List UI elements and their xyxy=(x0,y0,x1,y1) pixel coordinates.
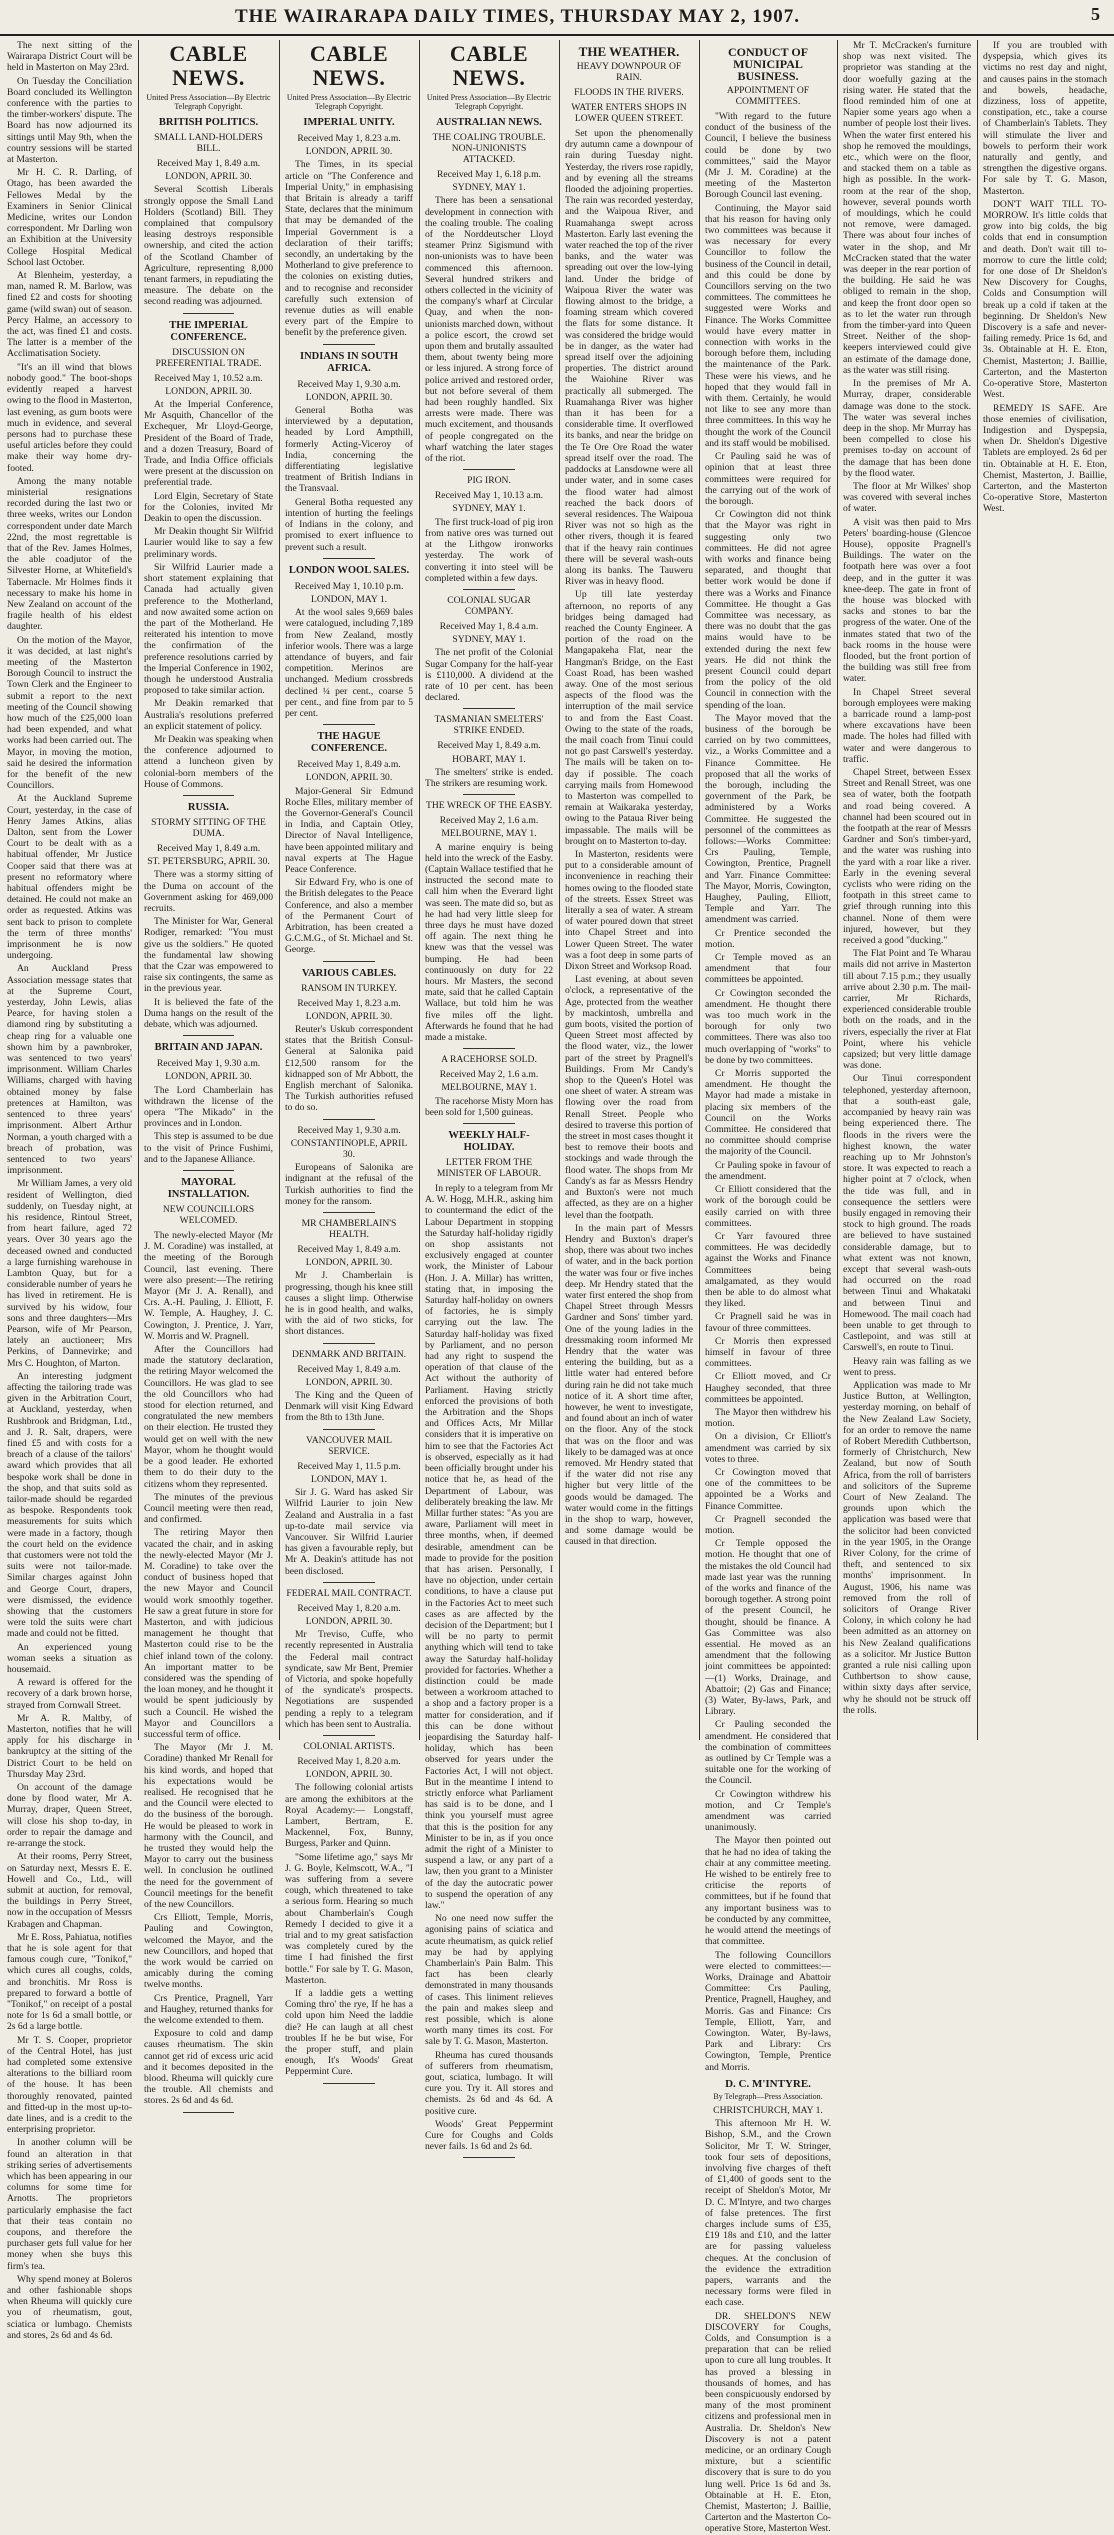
news-paragraph: Woods' Great Peppermint Cure for Coughs and Colds never fails. 1s 6d and 2s 6d. xyxy=(425,2118,553,2153)
news-paragraph: A reward is offered for the recovery of a dark brown horse, strayed from Cornwall Street. xyxy=(7,1677,132,1711)
column-continuation xyxy=(838,40,976,1740)
news-paragraph: In Chapel Street several borough employees were making a barricade round a lamp-post where excavations have been made. The holes had filled with water and were dangerous to traffic. xyxy=(843,686,971,765)
news-paragraph: Europeans of Salonika are indignant at the refusal of the Turkish authorities to find the money for the ransom. xyxy=(285,1162,413,1207)
news-paragraph: Cr Morris then expressed himself in favour of three committees. xyxy=(705,1335,831,1370)
received-time: Received May 1, 8.49 a.m. xyxy=(156,158,261,169)
dateline: LONDON, APRIL 30. xyxy=(305,1010,393,1022)
news-paragraph: Cr Cowington did not think that the Mayor was right in suggesting only two committees. He did not agree with works and finance being separated, and thought that better work would be done if there was a Works and Finance Committee. He thought a Gas Committee was necessary, as there was no doubt that the gas mains would have to be extended during the next few years. He did not think the present Council could depart from the policy of the old Council in connection with the spending of the loan. xyxy=(705,509,831,711)
news-paragraph: At the Imperial Conference, Mr Asquith, Chancellor of the Exchequer, Mr Lloyd-George, President of the Board of Trade, and a dozen Treasury, Board of Trade, and India Office officials were present at the discussion on preferential trade. xyxy=(144,399,273,489)
received-time: Received May 1, 8.49 a.m. xyxy=(437,740,541,752)
dateline: CONSTANTINOPLE, APRIL 30. xyxy=(290,1137,408,1161)
section-subtitle: PIG IRON. xyxy=(467,475,511,487)
news-paragraph: Why spend money at Boleros and other fashionable shops when Rheuma will quickly cure you of rheumatism, gout, sciatica or lumbago. Chemists and stores, 2s 6d and 4s 6d. xyxy=(7,2273,132,2341)
news-paragraph: An experienced young woman seeks a situation as housemaid. xyxy=(7,1641,132,1676)
section-divider xyxy=(323,558,374,559)
section-subtitle: COLONIAL ARTISTS. xyxy=(303,1740,395,1752)
news-paragraph: Sir Wilfrid Laurier made a short statement explaining that Canada had actually given preference to the Motherland, and now awaited some action on the part of the Motherland. He reiterated his intention to move the confirmation of the preference resolutions carried by the Imperial Conference in 1902, though he understood Australia proposed to take similar action. xyxy=(144,561,273,697)
news-paragraph: There has been a sensational development in connection with the coaling trouble. The coaling of the Norddeutscher Lloyd steamer Prinz Sigismund with non-unionists was to have been commenced this afternoon. Several hundred strikers and others collected in the vicinity of the company's wharf at Circular Quay, and when the non-unionists marched down, without a police escort, the crowd set upon them and brutally assaulted them, about twenty being more or less injured. A strong force of police arrived and restored order, but not before several of them had been roughly handled. Six arrests were made. There was much excitement, and thousands of people congregated on the wharf watching the later stages of the riot. xyxy=(425,195,553,465)
received-time: Received May 1, 11.5 p.m. xyxy=(297,1460,401,1472)
section-title: RUSSIA. xyxy=(187,801,230,813)
section-subtitle: NEW COUNCILLORS WELCOMED. xyxy=(162,1204,255,1227)
news-paragraph: Up till late yesterday afternoon, no reports of any bridges being damaged had reached the County Engineer. A portion of the road on the Mangapakeha Flat, near the Hangman's Bridge, on the East Coast Road, has been washed away. One of the most serious aspects of the flood was the interruption of the mail service to and from the East Coast. Owing to the state of the roads, the mail coach from Tinui could not go past Carswell's yesterday. The mails will be taken on to-day if possible. The coach carrying mails from Homewood to Masterton was compelled to remain at Waikaraka yesterday, owing to the Pataua River being impassable. The mails will be brought on to Masterton to-day. xyxy=(565,589,693,847)
news-paragraph: The Lord Chamberlain has withdrawn the license of the opera "The Mikado" in the provinces and in London. xyxy=(144,1084,273,1130)
news-paragraph: The following colonial artists are among the exhibitors at the Royal Academy:— Longstaff, Lambert, Bertram, E. Mackennel, Fox, Bunny, Burgess, Parker and Quinn. xyxy=(285,1782,413,1850)
news-paragraph: An Auckland Press Association message states that at the Supreme Court, yesterday, John Lewis, alias Pearce, for having stolen a diamond ring by substituting a cheap ring for a valuable one shown him by a pawnbroker, was sentenced to two years' imprisonment. William Charles Williams, charged with having obtained money by false pretences at Hamilton, was sentenced to three years' imprisonment. Albert Arthur Norman, a youth charged with a breach of probation, was sentenced to two years' imprisonment. xyxy=(7,963,132,1177)
news-paragraph: At their rooms, Perry Street, on Saturday next, Messrs E. E. Howell and Co., Ltd., will submit at auction, for removal, the buildings in Perry Street, now in the occupation of Messrs Krabagen and Chapman. xyxy=(7,1851,132,1930)
section-subtitle: THE COALING TROUBLE. NON-UNIONISTS ATTACKED. xyxy=(432,132,546,165)
column-heading: CABLE NEWS. xyxy=(449,41,529,90)
news-paragraph: On the motion of the Mayor, it was decided, at last night's meeting of the Masterton Borough Council to instruct the Town Clerk and the Engineer to submit a report to the next meeting of the Council showing how much of the £25,000 loan had been expended, and what works had been carried out. The Mayor, in moving the motion, said he desired the information for the benefit of the new Councillors. xyxy=(7,634,132,792)
section-subheading: HEAVY DOWNPOUR OF RAIN. xyxy=(576,61,682,83)
column-continuation xyxy=(978,40,1112,1740)
news-paragraph: "Some lifetime ago," says Mr J. G. Boyle, Kelmscott, W.A., "I was suffering from a severe cough, which threatened to take a serious form. Hearing so much about Chamberlain's Cough Remedy I decided to give it a trial and to my great satisfaction was completely cured by the time I had finished the first bottle." For sale by T. G. Mason, Masterton. xyxy=(285,1851,413,1986)
received-time: Received May 1, 8.20 a.m. xyxy=(297,1602,401,1614)
dateline: MELBOURNE, MAY 1. xyxy=(441,1082,537,1094)
dateline: LONDON, MAY 1. xyxy=(310,1473,388,1485)
news-paragraph: It is believed the fate of the Duma hangs on the result of the debate, which was adjourned. xyxy=(144,996,273,1030)
column-municipal-business xyxy=(700,40,836,2535)
news-paragraph: On a division, Cr Elliott's amendment was carried by six votes to three. xyxy=(705,1431,831,1465)
received-time: Received May 1, 8.49 a.m. xyxy=(156,842,261,854)
dateline: HOBART, MAY 1. xyxy=(452,753,526,765)
news-paragraph: The floor at Mr Wilkes' shop was covered with several inches of water. xyxy=(843,480,971,515)
section-subtitle: VANCOUVER MAIL SERVICE. xyxy=(306,1434,392,1457)
news-paragraph: DR. SHELDON'S NEW DISCOVERY for Coughs, Colds, and Consumption is a preparation that can be relied upon to cure all lung troubles. It has proved a blessing in thousands of homes, and has been conspicuously endorsed by many of the most prominent citizens and professional men in Australia. Dr. Sheldon's New Discovery is not a patent medicine, or an ordinary Cough mixture, but a scientific discovery that is sure to do you lung well. Price 1s 6d and 3s. Obtainable at H. E. Eton, Chemist, Masterton; J. Baillie, Carterton and the Masterton Co-operative Store, Masterton West. xyxy=(705,2310,831,2535)
news-paragraph: Cr Temple opposed the motion. He thought that one of the mistakes the old Council had made last year was the running of the works and finance of the borough together. A strong point of the present Council, he thought, should be finance. A Gas Committee was also essential. He moved as an amendment that the following joint committees be appointed:—(1) Works, Drainage, and Abattoir; (2) Gas and Finance; (3) Water, By-laws, Park, and Library. xyxy=(705,1538,831,1718)
column-local-news xyxy=(2,40,137,2341)
column-cable-news-1 xyxy=(139,40,278,2107)
section-title: THE HAGUE CONFERENCE. xyxy=(310,731,388,755)
section-title: LONDON WOOL SALES. xyxy=(288,564,410,576)
received-time: Received May 1, 8.49 a.m. xyxy=(297,1363,401,1375)
section-divider xyxy=(323,344,374,345)
news-paragraph: Cr Pauling said he was of opinion that at least three committees were required for the carrying out of the work of the borough. xyxy=(705,451,831,507)
column-heading: CABLE NEWS. xyxy=(309,41,389,90)
received-time: Received May 2, 1.6 a.m. xyxy=(439,1069,539,1081)
newspaper-title: THE WAIRARAPA DAILY TIMES, THURSDAY MAY 2, 1907. xyxy=(235,6,800,27)
section-divider xyxy=(323,1343,374,1344)
news-paragraph: General Botha requested any intention of hurting the feelings of Indians in the colony, and promised to exert influence to prevent such a result. xyxy=(285,496,413,553)
news-paragraph: Sir J. G. Ward has asked Sir Wilfrid Laurier to join New Zealand and Australia in a fast up-to-date mail service via Vancouver. Sir Wilfrid Laurier has given a favourable reply, but Mr A. Deakin's attitude has not been disclosed. xyxy=(285,1487,413,1577)
received-time: Received May 1, 8.4 a.m. xyxy=(439,620,539,632)
dateline: LONDON, APRIL 30. xyxy=(305,391,393,403)
news-paragraph: Sir Edward Fry, who is one of the British delegates to the Peace Conference, and also a member of the Permanent Court of Arbitration, has been created a G.C.M.G., of St. Michael and St. George. xyxy=(285,877,413,956)
news-paragraph: No one need now suffer the agonising pains of sciatica and acute rheumatism, as quick relief may be had by applying Chamberlain's Pain Balm. This fact has been clearly demonstrated in many thousands of cases. This liniment relieves the pain and makes sleep and rest possible, which is alone worth many times its cost. For sale by T. G. Mason, Masterton. xyxy=(425,1913,553,2048)
news-paragraph: Cr Pragnell seconded the motion. xyxy=(705,1513,831,1536)
section-divider xyxy=(463,794,514,795)
section-title: BRITAIN AND JAPAN. xyxy=(154,1042,263,1054)
news-paragraph: Cr Pauling spoke in favour of the amendment. xyxy=(705,1159,831,1182)
received-time: Received May 1, 10.52 a.m. xyxy=(154,372,263,384)
news-paragraph: DON'T WAIT TILL TO-MORROW. It's little colds that grow into big colds, the big colds that end in consumption and death. Don't wait till to-morrow to cure the little cold; for one dose of Dr Sheldon's New Discovery for Coughs, Colds and Consumption will break up a cold if taken at the beginning. Dr Sheldon's New Discovery is a safe and never-failing remedy. Price 1s 6d, and 3s. Obtainable at H. E. Eton, Chemist, Masterton; J. Baillie, Carterton, and the Masterton Co-operative Store, Masterton West. xyxy=(983,198,1107,401)
news-paragraph: The net profit of the Colonial Sugar Company for the half-year is £110,000. A dividend at the rate of 10 per cent. has been declared. xyxy=(425,647,553,704)
news-paragraph: An interesting judgment affecting the tailoring trade was given in the Arbitration Court, at Auckland, yesterday, when Rushbrook and Bridgman, Ltd., and J. R. Salt, drapers, were fined £5 and with costs for a breach of a clause of the tailors' award which provides that all bespoke work shall be done in the shop, and that suits sold as tailor-made should be regarded as bespoke. Respondents took measurements for suits which were made in a factory, though the court held on the evidence that customers were not told the suits were not tailor-made. Similar charges against John and George Court, drapers, were dismissed, the evidence showing that the customers were told the suits were chart made and could not be fitted. xyxy=(7,1370,132,1640)
section-subheading: WATER ENTERS SHOPS IN LOWER QUEEN STREET. xyxy=(571,102,687,124)
news-paragraph: The newly-elected Mayor (Mr J. M. Coradine) was installed, at the meeting of the Borough Council, last evening. There were also present:—The retiring Mayor (Mr J. A. Renall), and Crs. A.-H. Pauling, J. Elliott, F. W. Temple, A. Haughey, J. C. Cowington, J. Prentice, J. Yarr, W. Morris and W. Pragnell. xyxy=(144,1230,273,1342)
column-cable-news-2 xyxy=(280,40,418,2078)
dateline: CHRISTCHURCH, MAY 1. xyxy=(713,2104,823,2116)
news-paragraph: The Mayor (Mr J. M. Coradine) thanked Mr Renall for his kind words, and hoped that his expectations would be realised. He recognised that he and the Council were elected to do the business of the borough. He would be pleased to work in harmony with the Council, and he trusted they would help the Mayor to carry out the business well. In conclusion he outlined the need for the government of Council meetings for the benefit of the new Councillors. xyxy=(144,1742,273,1911)
section-title: AUSTRALIAN NEWS. xyxy=(436,117,542,128)
dateline: LONDON, APRIL 30. xyxy=(305,1769,393,1781)
received-time: Received May 2, 1.6 a.m. xyxy=(439,815,539,827)
news-paragraph: Cr Elliott moved, and Cr Haughey seconded, that three committees be appointed. xyxy=(705,1371,831,1405)
news-paragraph: Mr Treviso, Cuffe, who recently represented in Australia the Federal mail contract syndicate, saw Mr Bent, Premier of Victoria, and spoke hopefully of the syndicate's prospects. Negotiations are suspended pending a reply to a telegram which has been sent to Australia. xyxy=(285,1629,413,1730)
news-paragraph: On account of the damage done by flood water, Mr A. Murray, draper, Queen Street, will close his shop to-day, in order to repair the damage and re-arrange the stock. xyxy=(7,1782,132,1850)
section-divider xyxy=(183,795,235,796)
news-paragraph: Major-General Sir Edmund Roche Elles, military member of the Governor-General's Council in India, and Captain Otley, Director of Naval Intelligence, have been appointed military and naval experts at The Hague Peace Conference. xyxy=(285,785,413,875)
dateline: LONDON, APRIL 30. xyxy=(165,171,252,183)
section-divider xyxy=(183,1170,235,1171)
section-subtitle: SMALL LAND-HOLDERS BILL. xyxy=(154,132,263,154)
section-subtitle: MR CHAMBERLAIN'S HEALTH. xyxy=(301,1218,397,1241)
news-paragraph: Several Scottish Liberals strongly oppose the Small Land Holders (Scotland) Bill. They complained that compulsory leasing destroys responsible ownership, and cited the action of the Scotland Chamber of Agriculture, representing 8,000 tenant farmers, in repudiating the measure. The debate on the second reading was adjourned. xyxy=(144,184,273,308)
news-paragraph: After the Councillors had made the statutory declaration, the retiring Mayor welcomed the Councillors. He was glad to see the old Councillors who had stood for election returned, and congratulated the new members on their election. He trusted they would get on well with the new Mayor, whom he thought would be a good leader. He exhorted them to do their duty to the citizens whom they represented. xyxy=(144,1344,273,1490)
news-paragraph: In another column will be found an alteration in that striking series of advertisements which has been appearing in our columns for some time for Arnotts. The proprietors particularly emphasise the fact that their teas contain no coupons, and therefore the purchaser gets full value for her money when she buys this firm's tea. xyxy=(7,2137,132,2272)
column-heading: CABLE NEWS. xyxy=(169,41,248,90)
section-subheading: APPOINTMENT OF COMMITTEES. xyxy=(726,85,810,107)
news-paragraph: This afternoon Mr H. W. Bishop, S.M., and the Crown Solicitor, Mr T. W. Stringer, took four sets of depositions, involving five charges of theft of £1,400 of goods sent to the receipt of Sheldon's Motor, Mr D. C. M'Intyre, and two charges of false pretences. The first charges include sums of £35, £19 18s and £10, and the latter are for passing valueless cheques. At the conclusion of the evidence the extradition papers, warrants and the necessary forms were filed in each case. xyxy=(705,2118,831,2309)
news-paragraph: Set upon the phenomenally dry autumn came a downpour of rain during Tuesday night. Yesterday, the rivers rose rapidly, and by evening all the streams flooded the adjoining properties. The rain was recorded yesterday, and the Waipoua River, and Ruamahanga swept across Masterton. Early last evening the water reached the top of the river banks, and the water was spreading out over the low-lying land. Under the bridge of Waipoua River the water was flowing almost to the bridge, a foaming stream which covered the flats for some distance. It was considered the bridge would be in danger, as the water had spread itself over the adjoining properties. The district around the Waiohine River was practically all submerged. The Ruamahanga River was higher than it has been for a considerable time. It overflowed its banks, and near the bridge on the Te Ore Ore Road the water spread itself over the road. The paddocks at Lansdowne were all under water, and in some cases the flood water had almost reached the back doors of several residences. The Waipoua River was not so high as the other rivers, though it is feared that if the heavy rain continues there will be several wash-outs along its banks. The Tauweru River was in heavy flood. xyxy=(565,128,693,588)
news-paragraph: The Times, in its special article on "The Conference and Imperial Unity," in emphasising that Britain is already a tariff State, declares that the minimum that may be demanded of the Imperial Government is a declaration of their tariffs; secondly, an undertaking by the Motherland to give preference to the colonies on existing duties, and to recognise and reconsider carefully such extension of revenue duties as will enable every part of the Empire to benefit by the preference given. xyxy=(285,159,413,339)
section-title: IMPERIAL UNITY. xyxy=(303,117,395,128)
news-paragraph: If you are troubled with dyspepsia, which gives its victims no rest day and night, and causes pains in the stomach and bowels, headache, dizziness, loss of appetite, constipation, etc., take a course of Chamberlain's Tablets. They will stimulate the liver and bowels to perform their work naturally and gently, and strengthen the digestive organs. For sale by T. G. Mason, Masterton. xyxy=(983,40,1107,197)
news-paragraph: At the wool sales 9,669 bales were catalogued, including 7,189 from New Zealand, mostly inferior wools. There was a large attendance of buyers, and fair competition. Merinos are unchanged. Medium crossbreds declined ¼ per cent., coarse 5 per cent., and fine from par to 5 per cent. xyxy=(285,607,413,719)
dateline: LONDON, APRIL 30. xyxy=(305,772,393,784)
news-paragraph: Cr Temple moved as an amendment that four committees be appointed. xyxy=(705,952,831,986)
section-divider xyxy=(183,2112,235,2113)
news-paragraph: Exposure to cold and damp causes rheumatism. The skin cannot get rid of excess uric acid and it becomes deposited in the blood. Rheuma will quickly cure the trouble. All chemists and stores. 2s 6d and 4s 6d. xyxy=(144,2028,273,2107)
news-paragraph: The Mayor then withdrew his motion. xyxy=(705,1406,831,1430)
section-divider xyxy=(323,961,374,962)
section-subtitle: A RACEHORSE SOLD. xyxy=(441,1054,537,1066)
section-divider xyxy=(183,1035,235,1036)
news-paragraph: General Botha was interviewed by a deputation, headed by Lord Ampthill, formerly Acting-Viceroy of India, concerning the differentiating legislative treatment of British Indians in the Transvaal. xyxy=(285,405,413,495)
section-divider xyxy=(463,589,514,590)
news-paragraph: REMEDY IS SAFE. Are those enemies of civilisation, Indigestion and Dyspepsia, when Dr. Sheldon's Digestive Tablets are employed. 2s 6d per tin. Obtainable at H. E. Eton, Chemist, Masterton, J. Baillie, Carterton, and the Masterton Co-operative Store, Masterton West. xyxy=(983,402,1107,515)
dateline: LONDON, APRIL 30. xyxy=(165,1071,252,1083)
section-divider xyxy=(463,2157,514,2158)
section-divider xyxy=(463,1123,514,1124)
received-time: Received May 1, 9.30 a.m. xyxy=(297,378,401,390)
news-paragraph: Mr Deakin thought Sir Wilfrid Laurier would like to say a few preliminary words. xyxy=(144,526,273,560)
news-paragraph: Mr William James, a very old resident of Wellington, died suddenly, on Tuesday night, at his residence, Rintoul Street, from heart failure, aged 72 years. Over 30 years ago the deceased owned and conducted a large furnishing warehouse in Lambton Quay, but for a considerable number of years he has lived in retirement. He is survived by his widow, four sons and three daughters—Mrs Pearson, wife of Mr Pearson, lately an auctioneer; Mrs Perkins, of Dannevirke; and Mrs C. Houghton, of Marton. xyxy=(7,1178,132,1369)
news-paragraph: In reply to a telegram from Mr A. W. Hogg, M.H.R., asking him to countermand the edict of the Labour Department in stopping the Saturday half-holiday rigidly on shop assistants not exclusively engaged at counter work, the Minister of Labour (Hon. J. A. Millar) has written, stating that, in imposing the Saturday half-holiday on owners of factories, he is simply carrying out the law. The Saturday half-holiday was fixed by Parliament, and no person had any right to suspend the operation of that clause of the Act without the authority of Parliament. Having strictly enforced the provisions of both the Arbitration and the Shops and Offices Acts, Mr Millar considers that it is imperative on him to see that the Factories Act is observed, especially as it had been officially brought under his notice that he, as head of the Department of Labour, was deliberately breaking the law. Mr Millar further states: "As you are aware, Parliament will meet in three months, when, if deemed desirable, amendment can be made to provide for the position that has arisen. Personally, I have no objection, under certain conditions, to have a clause put in the Factories Act to meet such cases as are affected by the decision of the Department; but I will be no party to permit anything which will tend to take away the Saturday half-holiday provided for factories. Whether a distinction could be made between a workroom attached to a shop and a factory proper is a matter for consideration, and if this can be done without jeopardising the Saturday half-holiday, which has been observed for years under the Factories Act, I will not object. But in the meantime I intend to strictly enforce what Parliament has said is to be done, and I think you yourself must agree that this is the position for any Minister to be in, as if you once admit the right of a Minister to suspend a law, or any part of a law, then you grant to a Minister of the day the autocratic power to suspend the operation of any law." xyxy=(425,1183,553,1912)
section-divider xyxy=(323,1582,374,1583)
news-paragraph: Rheuma has cured thousands of sufferers from rheumatism, gout, sciatica, lumbago. It will cure you. Try it. All stores and chemists. 2s 6d and 4s 6d. A positive cure. xyxy=(425,2049,553,2117)
news-paragraph: "With regard to the future conduct of the business of the Council, I believe the business could be done by two committees," said the Mayor (Mr J. M. Coradine) at the meeting of the Masterton Borough Council last evening. xyxy=(705,111,831,201)
news-paragraph: At Blenheim, yesterday, a man, named R. M. Barlow, was fined £2 and costs for shooting game (wild swan) out of season. Percy Halme, an accessory to the act, was fined £1 and costs. The latter is a member of the Acclimatisation Society. xyxy=(7,270,132,360)
section-subtitle: COLONIAL SUGAR COMPANY. xyxy=(447,594,531,617)
news-paragraph: In Masterton, residents were put to a considerable amount of inconvenience in reaching their homes owing to the flooded state of the streets. Essex Street was literally a sea of water. A stream of water poured down that street into Chapel Street and into Lower Queen Street. The water was a foot deep in some parts of Dixon Street and Worksop Road. xyxy=(565,849,693,973)
news-paragraph: Lord Elgin, Secretary of State for the Colonies, invited Mr Deakin to open the discussion. xyxy=(144,490,273,525)
section-title: VARIOUS CABLES. xyxy=(301,967,397,979)
news-paragraph: Mr T. S. Cooper, proprietor of the Central Hotel, has just had completed some extensive alterations to the billiard room of the house. It has been thoroughly renovated, painted and fitted-up in the most up-to-date lines, and is a credit to the enterprising proprietor. xyxy=(7,2034,132,2136)
section-heading: THE WEATHER. xyxy=(578,44,680,59)
news-paragraph: Cr Elliott considered that the work of the borough could be easily carried on with three committees. xyxy=(705,1184,831,1229)
news-paragraph: The Flat Point and Te Wharau mails did not arrive in Masterton till about 7.15 p.m.; they usually arrive about 2.30 p.m. The mail-carrier, Mr Richards, experienced considerable trouble both on the roads, and in the rivers, especially the river at Flat Point, where his vehicle capsized; but very little damage was done. xyxy=(843,948,971,1072)
news-paragraph: Application was made to Mr Justice Button, at Wellington, yesterday morning, on behalf of the New Zealand Law Society, for an order to remove the name of Robert Meredith Cuthbertson, formerly of Christchurch, New Zealand, but now of South Africa, from the roll of barristers and solicitors of the Supreme Court of New Zealand. The grounds upon which the application was based were that the solicitor had been convicted in the year 1905, in the Orange River Colony, for the crime of theft, and sentenced to six months' imprisonment. In August, 1906, his name was removed from the roll of solicitors of Orange River Colony, in which colony he had been admitted as an attorney on his New Zealand qualifications as a solicitor. Mr Justice Button granted a rule nisi calling upon Cuthbertson to show cause, within sixty days after service, why he should not be struck off the rolls. xyxy=(843,1379,971,1716)
section-title: THE IMPERIAL CONFERENCE. xyxy=(169,319,248,343)
received-time: Received May 1, 10.10 p.m. xyxy=(294,580,404,592)
news-paragraph: The Mayor moved that the business of the borough be carried on by two committees, viz., a Works Committee and a Finance Committee. He proposed that all the works of the borough, including the government of the Park, be administered by a Works Committee. He suggested the personnel of the committees as follows:—Works Committee: Crs Pauling, Temple, Cowington, Prentice, Pragnell and Yarr. Finance Committee: The Mayor, Morris, Cowington, Haughey, Pauling, Elliott, Temple and Yarr. The amendment was carried. xyxy=(705,712,831,926)
news-paragraph: "It's an ill wind that blows nobody good." The boot-shops evidently reaped a harvest owing to the flood in Masterton, last evening, as gum boots were much in evidence, and several persons had to purchase these useful articles before they could make their way home dry-footed. xyxy=(7,361,132,474)
obituary-heading: D. C. M'INTYRE. xyxy=(725,2077,811,2090)
news-paragraph: Mr Deakin remarked that Australia's resolutions preferred an explicit statement of policy. xyxy=(144,698,273,732)
news-paragraph: The retiring Mayor then vacated the chair, and in asking the newly-elected Mayor (Mr J. M. Coradine) to take over the conduct of business hoped that the new Mayor and Council would work smoothly together. He saw a great future in store for Masterton, and with judicious management he thought that Masterton could rise to be the chief inland town of the colony. An important matter to be considered was the spending of the loan money, and he thought it would be spent judiciously by such a Council. He wished the Mayor and Councillors a successful term of office. xyxy=(144,1527,273,1740)
news-paragraph: In the premises of Mr A. Murray, draper, considerable damage was done to the stock. The water was several inches deep in the shop. Mr Murray has been compelled to close his premises to-day on account of the damage that has been done by the flood water. xyxy=(843,378,971,479)
news-paragraph: The racehorse Misty Morn has been sold for 1,500 guineas. xyxy=(425,1095,553,1118)
dateline: LONDON, APRIL 30. xyxy=(305,1376,393,1388)
news-paragraph: Cr Prentice seconded the motion. xyxy=(705,927,831,950)
news-paragraph: In the main part of Messrs Hendry and Buxton's draper's shop, there was about two inches of water, and in the back portion the water was four or five inches deep. Mr Hendry stated that the water first entered the shop from Chapel Street through Messrs Gardner and Sons' timber yard. One of the young ladies in the dressmaking room informed Mr Hendry that the water was entering the building, but as a little water had entered before during rain he did not take much notice of it. A short time after, however, he went to investigate, and found about an inch of water on the floor. Any of the stock that was on the floor and was likely to be damaged was at once removed. Mr Hendry stated that if the water did not rise any higher but very little of the goods would be damaged. The water would come in the fittings in the shop to warp, however, and some damage would be caused in that direction. xyxy=(565,1222,693,1548)
column-cable-news-3 xyxy=(420,40,558,2153)
dateline: LONDON, APRIL 30. xyxy=(305,1615,393,1627)
dateline: MELBOURNE, MAY 1. xyxy=(441,828,537,840)
news-paragraph: The first truck-load of pig iron from native ores was turned out at the Lithgow ironworks yesterday. The work of converting it into steel will be completed within a few days. xyxy=(425,516,553,584)
news-paragraph: Mr T. McCracken's furniture shop was next visited. The proprietor was standing at the door woefully gazing at the rising water. He stated that the flood reminded him of one at Napier some years ago when a number of people lost their lives. When the water first entered his shop he removed the mouldings, etc., which were on the floor, and stacked them on a table as high as possible. In the work-room at the rear of the shop, however, several pounds worth of mouldings, which he could not remove, were damaged. There was about four inches of water in the shop, and Mr McCracken stated that the water was deeper in the rear portion of the building. He said he was obliged to remain in the shop, and keep the front door open so as to let the water run through from the timber-yard into Queen Street. Neither of the shop-keepers interviewed could give an estimate of the damage done, as the water was still rising. xyxy=(843,40,971,376)
section-subtitle: THE WRECK OF THE EASBY. xyxy=(425,800,553,812)
news-paragraph: Cr Morris supported the amendment. He thought the Mayor had made a mistake in placing six members of the Council on the Works Committee. He considered that no committee should comprise the majority of the Council. xyxy=(705,1068,831,1158)
dateline: LONDON, APRIL 30. xyxy=(305,146,393,158)
news-paragraph: Cr Pauling seconded the amendment. He considered that the combination of committees as outlined by Cr Temple was a suitable one for the working of the Council. xyxy=(705,1719,831,1787)
news-paragraph: Our Tinui correspondent telephoned, yesterday afternoon, that a south-east gale, accompanied by heavy rain was being experienced there. The floods in the rivers were the highest known, the water reaching up to Mr Johnston's store. It was expected to reach a higher point at 7 o'clock, when the tide was full, and in consequence the settlers were busily engaged in removing their stock to high ground. The roads are believed to have sustained considerable damage, but to what extent was not known, except that several wash-outs had occurred on the road between Tinui and Whakataki and between Tinui and Homewood. The mail coach had been unable to get through to Castlepoint, and was still at Carswell's, en route to Tinui. xyxy=(843,1073,971,1354)
received-time: Received May 1, 10.13 a.m. xyxy=(434,490,544,502)
news-paragraph: There was a stormy sitting of the Duma on account of the Government asking for 469,000 recruits. xyxy=(144,869,273,914)
section-subtitle: STORMY SITTING OF THE DUMA. xyxy=(151,816,266,839)
section-divider xyxy=(323,724,374,725)
section-divider xyxy=(323,1119,374,1120)
section-divider xyxy=(323,1429,374,1430)
news-paragraph: Mr A. R. Maltby, of Masterton, notifies that he will apply for his discharge in bankruptcy at the sitting of the District Court to be held on Thursday May 23rd. xyxy=(7,1712,132,1780)
dateline: ST. PETERSBURG, APRIL 30. xyxy=(147,856,270,868)
news-paragraph: The following Councillors were elected to committees:—Works, Drainage and Abattoir Committee: Crs Pauling, Prentice, Pragnell, Haughey, and Morris. Gas and Finance: Crs Temple, Elliott, Yarr, and Cowington. Water, By-laws, Park and Library: Crs Cowington, Temple, Prentice and Morris. xyxy=(705,1949,831,2073)
news-paragraph: A visit was then paid to Mrs Peters' boarding-house (Glencoe House), opposite Pragnell's Buildings. The water on the footpath here was over a foot deep, and in the gutter it was knee-deep. The gate in front of the house was blocked with sacks and stones to bar the progress of the water. One of the inmates stated that two of the back rooms in the house were flooded, but the front portion of the building was still free from water. xyxy=(843,516,971,685)
section-title: MAYORAL INSTALLATION. xyxy=(167,1177,250,1201)
section-title: INDIANS IN SOUTH AFRICA. xyxy=(299,350,399,374)
news-paragraph: Cr Cowington seconded the amendment. He thought there was too much work in the borough for only two committees. There was also too much overlapping of "works" to be done by two committees. xyxy=(705,987,831,1066)
news-paragraph: Cr Cowington withdrew his motion, and Cr Temple's amendment was carried unanimously. xyxy=(705,1788,831,1834)
received-time: Received May 1, 9.30 a.m. xyxy=(297,1124,401,1136)
section-subheading: FLOODS IN THE RIVERS. xyxy=(574,87,684,98)
news-paragraph: Chapel Street, between Essex Street and Renall Street, was one sea of water, both the footpath and road being covered. A channel had been scoured out in the footpath at the rear of Messrs Gardner and Son's timber-yard, and the water was rushing into the yard with a roar like a river. Early in the evening several cyclists who were riding on the footpath in this street came to grief through running into this channel. None of them were injured, however, but they received a good "ducking." xyxy=(843,767,971,947)
section-title: WEEKLY HALF-HOLIDAY. xyxy=(448,1130,530,1154)
section-subtitle: TASMANIAN SMELTERS' STRIKE ENDED. xyxy=(434,714,544,737)
news-paragraph: The Mayor then pointed out that he had no idea of taking the chair at any committee meeting. He wished to be entirely free to criticise the reports of committees, but if he found that any important business was to be conducted by any committee, he would attend the meetings of that committee. xyxy=(705,1835,831,1948)
section-subtitle: DISCUSSION ON PREFERENTIAL TRADE. xyxy=(155,346,262,369)
news-paragraph: Mr Deakin was speaking when the conference adjourned to attend a luncheon given by colonial-born members of the House of Commons. xyxy=(144,733,273,790)
dateline: SYDNEY, MAY 1. xyxy=(452,182,526,194)
received-time: Received May 1, 8.49 a.m. xyxy=(297,1244,401,1256)
received-time: Received May 1, 8.23 a.m. xyxy=(297,997,401,1009)
section-subtitle: FEDERAL MAIL CONTRACT. xyxy=(286,1587,412,1599)
news-paragraph: Among the many notable ministerial resignations recorded during the last two or three weeks, writes our London correspondent under date March 22nd, the most regrettable is that of the Rev. James Holmes, the able coadjutor of the Silvester Horne, at Whitefield's Tabernacle. Mr Holmes finds it necessary to make his home in New Zealand on account of the fragile health of his eldest daughter. xyxy=(7,475,132,633)
section-divider xyxy=(463,708,514,709)
news-paragraph: The minutes of the previous Council meeting were then read, and confirmed. xyxy=(144,1491,273,1526)
masthead xyxy=(0,0,1114,36)
news-paragraph: The next sitting of the Wairarapa District Court will be held in Masterton on May 23rd. xyxy=(7,40,132,74)
news-paragraph: Heavy rain was falling as we went to press. xyxy=(843,1355,971,1378)
section-divider xyxy=(323,1735,374,1736)
section-divider xyxy=(463,1048,514,1049)
news-paragraph: The Minister for War, General Rodiger, remarked: "You must give us the soldiers." He quoted the fundamental law showing that the Czar was empowered to raise six contingents, the same as in the previous year. xyxy=(144,916,273,995)
news-paragraph: Cr Yarr favoured three committees. He was decidedly against the Works and Finance Committees being amalgamated, as they would then be able to do almost what they liked. xyxy=(705,1230,831,1310)
dateline: LONDON, APRIL 30. xyxy=(165,385,252,397)
byline: United Press Association—By Electric Telegraph Copyright. xyxy=(426,93,552,111)
byline: United Press Association—By Electric Telegraph Copyright. xyxy=(146,93,271,111)
section-subtitle: LETTER FROM THE MINISTER OF LABOUR. xyxy=(436,1157,542,1180)
byline: United Press Association—By Electric Telegraph Copyright. xyxy=(286,93,412,111)
section-divider xyxy=(463,469,514,470)
news-paragraph: Last evening, at about seven o'clock, a representative of the Age, protected from the weather by mackintosh, umbrella and gum boots, visited the portion of Queen Street most affected by the flood water, viz., the lower part of the street by Pragnell's Buildings. From Mr Candy's shop to the Queen's Hotel was one sheet of water. A stream was flowing over the road from Renall Street. People who desired to traverse this portion of the street in most cases thought it best to remove their boots and stockings and wade through the flood water. The shops from Mr Candy's as far as Messrs Hendry and Buxton's were not much affected, as they are on a higher level than the footpath. xyxy=(565,974,693,1221)
news-paragraph: Mr H. C. R. Darling, of Otago, has been awarded the Fellowes Medal by the Examiners in Senior Clinical Medicine, writes our London correspondent. Mr Darling won an Exhibition at the University College Hospital Medical School last October. xyxy=(7,167,132,268)
news-paragraph: Reuter's Uskub correspondent states that the British Consul-General at Salonika paid £12,500 ransom for the kidnapped son of Mr Abbott, the English merchant of Salonika. The Turkish authorities refused to do so. xyxy=(285,1024,413,1114)
section-divider xyxy=(183,313,235,314)
section-title: BRITISH POLITICS. xyxy=(158,117,259,128)
news-paragraph: Cr Pragnell said he was in favour of three committees. xyxy=(705,1311,831,1334)
received-time: Received May 1, 8.23 a.m. xyxy=(297,133,401,144)
section-divider xyxy=(323,2083,374,2084)
news-paragraph: Cr Cowington moved that one of the committees to be appointed be a Works and Finance Committee. xyxy=(705,1466,831,1512)
news-paragraph: On Tuesday the Conciliation Board concluded its Wellington conference with the parties to the timber-workers' dispute. The Board has now adjourned its sittings until May 9th, when the country sessions will be started at Masterton. xyxy=(7,75,132,166)
news-paragraph: Continuing, the Mayor said that his reason for having only two committees was because it was necessary for every Councillor to follow the business of the Council in detail, and this could be done by Councillors serving on the two committees. The committees he suggested were Works and Finance. The Works Committee would have every matter in connection with works in the borough before them, including the maintenance of the Park. These were his views, and he hoped that they would fall in with them. Certainly, he would not like to see any more than three committees. In this way he thought the work of the Council and its staff would be mobilised. xyxy=(705,202,831,449)
news-paragraph: The King and the Queen of Denmark will visit King Edward from the 8th to 13th June. xyxy=(285,1390,413,1424)
dateline: LONDON, MAY 1. xyxy=(310,593,388,605)
received-time: Received May 1, 6.18 p.m. xyxy=(437,169,541,180)
section-subtitle: RANSOM IN TURKEY. xyxy=(301,982,397,994)
byline: By Telegraph—Press Association. xyxy=(713,2091,823,2101)
received-time: Received May 1, 8.49 a.m. xyxy=(297,759,401,771)
received-time: Received May 1, 9.30 a.m. xyxy=(156,1058,261,1070)
section-divider xyxy=(323,1212,374,1213)
section-heading: CONDUCT OF MUNICIPAL BUSINESS. xyxy=(727,45,809,83)
news-paragraph: A marine enquiry is being held into the wreck of the Easby. (Captain Wallace testified that he instructed the second mate to call him when the Everard light was seen. The mate did so, but as he had had very little sleep for three days he must have dozed off again. The next thing he knew was that the vessel was bumping. He had been continuously on duty for 22 hours. Mr Masters, the second mate, said that he called Captain Wallace, but told him he was five miles off the light. Afterwards he found that he had made a mistake. xyxy=(425,841,553,1043)
section-subtitle: DENMARK AND BRITAIN. xyxy=(291,1348,407,1360)
news-paragraph: At the Auckland Supreme Court, yesterday, in the case of Henry James Atkins, alias Dalton, sent from the Lower Court to be dealt with as a habitual offender, Mr Justice Cooper said that there was at present no reformatory where habitual offenders might be detained. He could not make an order as requested. Atkins was sent back to prison to complete the term of three months' imprisonment he is now undergoing. xyxy=(7,793,132,962)
page-number: 5 xyxy=(1091,4,1100,24)
dateline: LONDON, APRIL 30. xyxy=(305,1257,393,1269)
news-paragraph: Mr J. Chamberlain is progressing, though his knee still causes a slight limp. Otherwise he is in good health, and walks, with the aid of two sticks, for short distances. xyxy=(285,1270,413,1338)
news-paragraph: Crs Prentice, Pragnell, Yarr and Haughey, returned thanks for the welcome extended to them. xyxy=(144,1992,273,2027)
news-paragraph: Mr E. Ross, Pahiatua, notifies that he is sole agent for that famous cough cure, "Tonikof," which cures all coughs, colds, and bronchitis. Mr Ross is prepared to forward a bottle of "Tonikof," on receipt of a postal note for 1s 6d a small bottle, or 2s 6d a large bottle. xyxy=(7,1931,132,2033)
news-paragraph: Crs Elliott, Temple, Morris, Pauling and Cowington, welcomed the Mayor, and the new Councillors, and hoped that the work would be carried on amicably during the coming twelve months. xyxy=(144,1912,273,1991)
news-paragraph: This step is assumed to be due to the visit of Prince Fushimi, and to the Japanese Alliance. xyxy=(144,1131,273,1165)
received-time: Received May 1, 8.20 a.m. xyxy=(297,1755,401,1767)
dateline: SYDNEY, MAY 1. xyxy=(452,503,526,515)
column-weather xyxy=(560,40,698,1740)
news-paragraph: If a laddie gets a wetting Coming thro' the rye, If he has a cold upon him Need the laddie die? He can laugh at all chest troubles If he be but wise, For the proper stuff, and plain enough, It's Woods' Great Peppermint Cure. xyxy=(285,1988,413,2078)
news-paragraph: The smelters' strike is ended. The strikers are resuming work. xyxy=(425,766,553,789)
dateline: SYDNEY, MAY 1. xyxy=(452,634,526,646)
